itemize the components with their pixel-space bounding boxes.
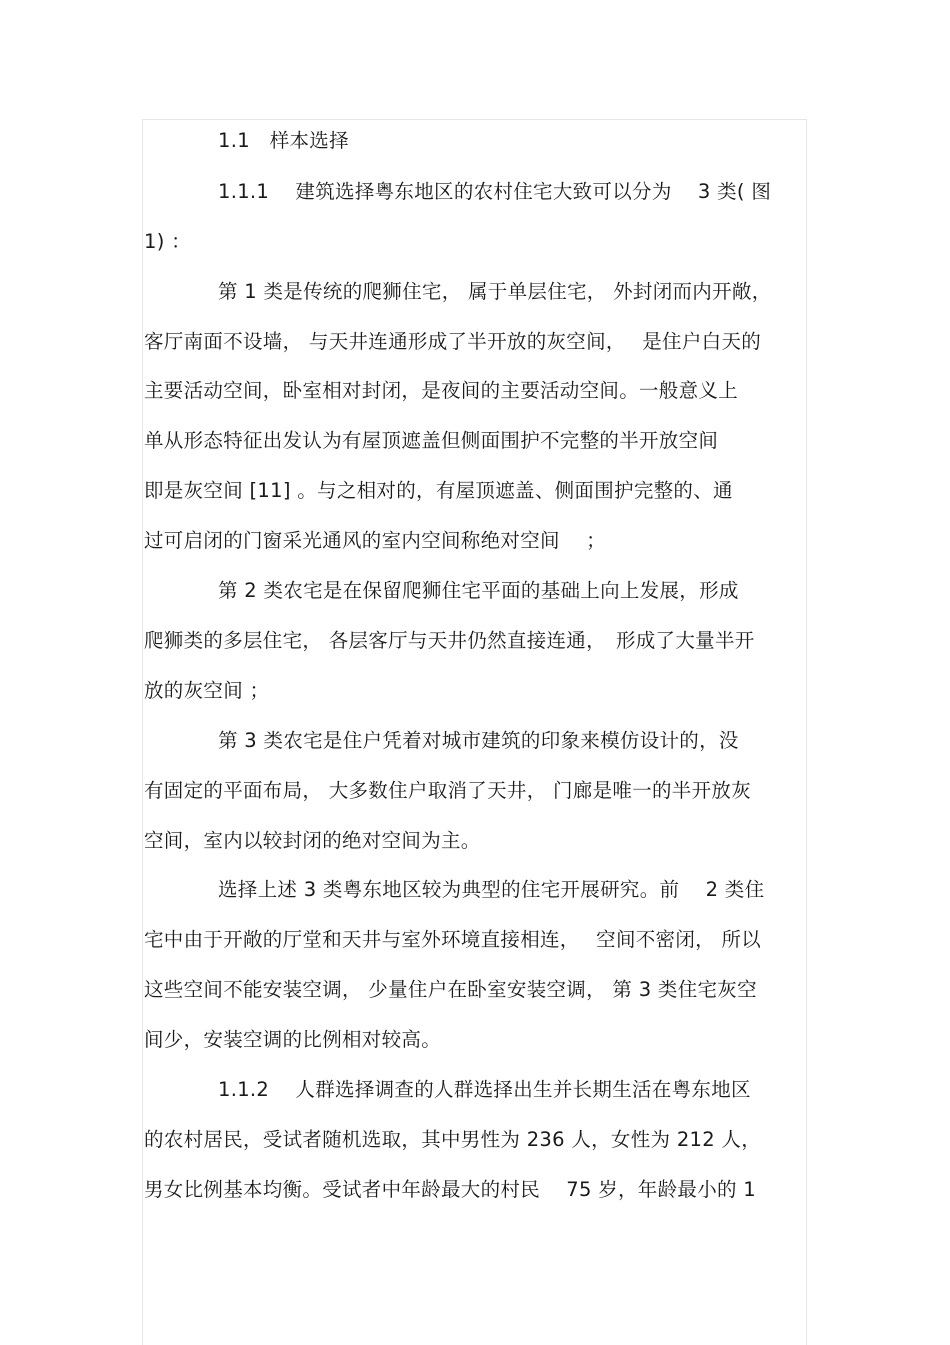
text-line: 的农村居民，受试者随机选取，其中男性为 236 人，女性为 212 人， (144, 1128, 762, 1151)
text-line: 单从形态特征出发认为有屋顶遮盖但侧面围护不完整的半开放空间 (144, 429, 719, 452)
text-line: 第 2 类农宅是在保留爬狮住宅平面的基础上向上发展，形成 (218, 579, 739, 602)
text-line: 即是灰空间 [11] 。与之相对的，有屋顶遮盖、侧面围护完整的、通 (144, 479, 733, 502)
text-line: 1) ： (144, 230, 191, 253)
subsection-heading-1-1-1: 1.1.1 建筑选择粤东地区的农村住宅大致可以分为 3 类( 图 (218, 180, 772, 203)
text-line: 客厅南面不设墙， 与天井连通形成了半开放的灰空间， 是住户白天的 (144, 330, 762, 353)
text-line: 过可启闭的门窗采光通风的室内空间称绝对空间 ； (144, 529, 606, 552)
text-line: 选择上述 3 类粤东地区较为典型的住宅开展研究。前 2 类住 (218, 878, 765, 901)
text-line: 爬狮类的多层住宅， 各层客厅与天井仍然直接连通， 形成了大量半开 (144, 629, 755, 652)
text-line: 这些空间不能安装空调， 少量住户在卧室安装空调， 第 3 类住宅灰空 (144, 978, 757, 1001)
text-line: 男女比例基本均衡。受试者中年龄最大的村民 75 岁，年龄最小的 1 (144, 1178, 757, 1201)
text-line: 第 1 类是传统的爬狮住宅， 属于单层住宅， 外封闭而内开敞， (218, 280, 772, 303)
subsection-heading-1-1-2: 1.1.2 人群选择调查的人群选择出生并长期生活在粤东地区 (218, 1078, 751, 1101)
text-line: 第 3 类农宅是住户凭着对城市建筑的印象来模仿设计的，没 (218, 729, 739, 752)
text-line: 空间，室内以较封闭的绝对空间为主。 (144, 829, 481, 852)
text-line: 宅中由于开敞的厅堂和天井与室外环境直接相连， 空间不密闭， 所以 (144, 928, 762, 951)
section-heading-1-1: 1.1 样本选择 (218, 129, 349, 152)
text-line: 有固定的平面布局， 大多数住户取消了天井， 门廊是唯一的半开放灰 (144, 779, 751, 802)
text-line: 放的灰空间 ； (144, 679, 270, 702)
text-line: 间少，安装空调的比例相对较高。 (144, 1028, 442, 1051)
text-line: 主要活动空间，卧室相对封闭，是夜间的主要活动空间。一般意义上 (144, 379, 739, 402)
